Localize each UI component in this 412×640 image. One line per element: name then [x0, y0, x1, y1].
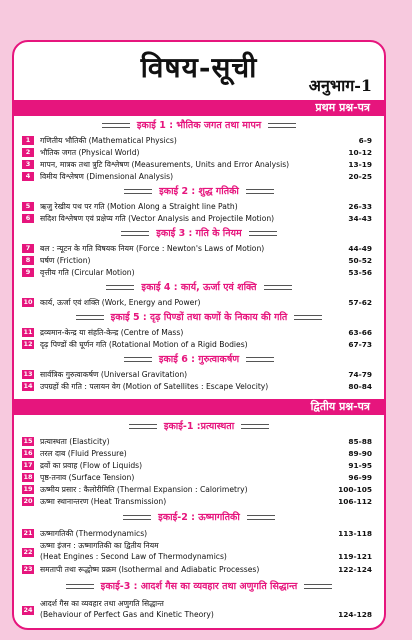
toc-row[interactable]: 20 ऊष्मा स्थानान्तरण (Heat Transmission) 106-112	[23, 497, 372, 506]
toc-row[interactable]: 17 द्रवों का प्रवाह (Flow of Liquids) 91-95	[23, 461, 372, 470]
unit-heading: इकाई 5 : दृढ़ पिण्डों तथा कणों के निकाय की गति	[14, 311, 384, 325]
toc-row[interactable]: 11 द्रव्यमान-केन्द्र या संहति-केन्द्र (Centre of Mass) 63-66	[23, 328, 372, 337]
toc-row[interactable]: 3 मापन, मात्रक तथा त्रुटि विश्लेषण (Measurements, Units and Error Analysis) 13-19	[14, 159, 384, 170]
toc-row[interactable]: 2 भौतिक जगत (Physical World) 10-12	[14, 147, 384, 158]
paper-band-2: द्वितीय प्रश्न-पत्र	[14, 399, 384, 415]
unit-heading: इकाई 6 : गुरुत्वाकर्षण	[14, 353, 384, 367]
section-label: अनुभाग-1	[308, 76, 372, 95]
toc-row[interactable]: 24 आदर्श गैस का व्यवहार तथा अणुगति सिद्धान्त (Behaviour of Perfect Gas and Kinetic Theory) 124-128	[23, 599, 372, 619]
toc-row[interactable]: 10 कार्य, ऊर्जा एवं शक्ति (Work, Energy and Power) 57-62	[23, 298, 372, 307]
toc-row[interactable]: 8 घर्षण (Friction) 50-52	[14, 255, 384, 266]
toc-row[interactable]: 13 सार्वत्रिक गुरुत्वाकर्षण (Universal Gravitation) 74-79	[23, 370, 372, 379]
toc-row[interactable]: 6 सदिश विश्लेषण एवं प्रक्षेप्य गति (Vector Analysis and Projectile Motion) 34-43	[14, 213, 384, 224]
unit-heading: इकाई-1 :प्रत्यास्थता	[14, 420, 384, 434]
toc-row[interactable]: 16 तरल दाब (Fluid Pressure) 89-90	[23, 449, 372, 458]
toc-row[interactable]: 5 ऋजु रेखीय पथ पर गति (Motion Along a Straight line Path) 26-33	[14, 201, 384, 212]
unit-heading: इकाई 1 : भौतिक जगत तथा मापन	[14, 119, 384, 133]
toc-row[interactable]: 19 ऊष्मीय प्रसार : कैलोरीमिति (Thermal Expansion : Calorimetry) 100-105	[23, 485, 372, 494]
unit-heading: इकाई 4 : कार्य, ऊर्जा एवं शक्ति	[14, 281, 384, 295]
toc-row[interactable]: 4 विमीय विश्लेषण (Dimensional Analysis) 20-25	[14, 171, 384, 182]
toc-row[interactable]: 7 बल : न्यूटन के गति विषयक नियम (Force : Newton's Laws of Motion) 44-49	[14, 243, 384, 254]
unit-heading: इकाई-2 : ऊष्मागतिकी	[14, 511, 384, 525]
toc-row[interactable]: 14 उपग्रहों की गति : पलायन वेग (Motion of Satellites : Escape Velocity) 80-84	[23, 382, 372, 391]
toc-row[interactable]: 22 ऊष्मा इंजन : ऊष्मागतिकी का द्वितीय नियम (Heat Engines : Second Law of Thermodynamics) 119-121	[23, 541, 372, 561]
toc-row[interactable]: 12 दृढ़ पिण्डों की घूर्णन गति (Rotational Motion of a Rigid Bodies) 67-73	[23, 340, 372, 349]
toc-row[interactable]: 9 वृत्तीय गति (Circular Motion) 53-56	[14, 267, 384, 278]
unit-heading: इकाई-3 : आदर्श गैस का व्यवहार तथा अणुगति सिद्धान्त	[14, 580, 384, 594]
paper-band-1: प्रथम प्रश्न-पत्र	[14, 100, 384, 116]
toc-row[interactable]: 15 प्रत्यास्थता (Elasticity) 85-88	[23, 437, 372, 446]
toc-row[interactable]: 18 पृष्ठ-तनाव (Surface Tension) 96-99	[23, 473, 372, 482]
toc-row[interactable]: 21 ऊष्मागतिकी (Thermodynamics) 113-118	[23, 529, 372, 538]
unit-heading: इकाई 3 : गति के नियम	[14, 227, 384, 241]
toc-row[interactable]: 1 गणितीय भौतिकी (Mathematical Physics) 6-9	[14, 135, 384, 146]
contents-page	[12, 40, 386, 630]
page-title: विषय-सूची	[140, 51, 258, 84]
toc-row[interactable]: 23 समतापी तथा रूद्धोष्म प्रक्रम (Isothermal and Adiabatic Processes) 122-124	[23, 565, 372, 574]
unit-heading: इकाई 2 : शुद्ध गतिकी	[14, 185, 384, 199]
